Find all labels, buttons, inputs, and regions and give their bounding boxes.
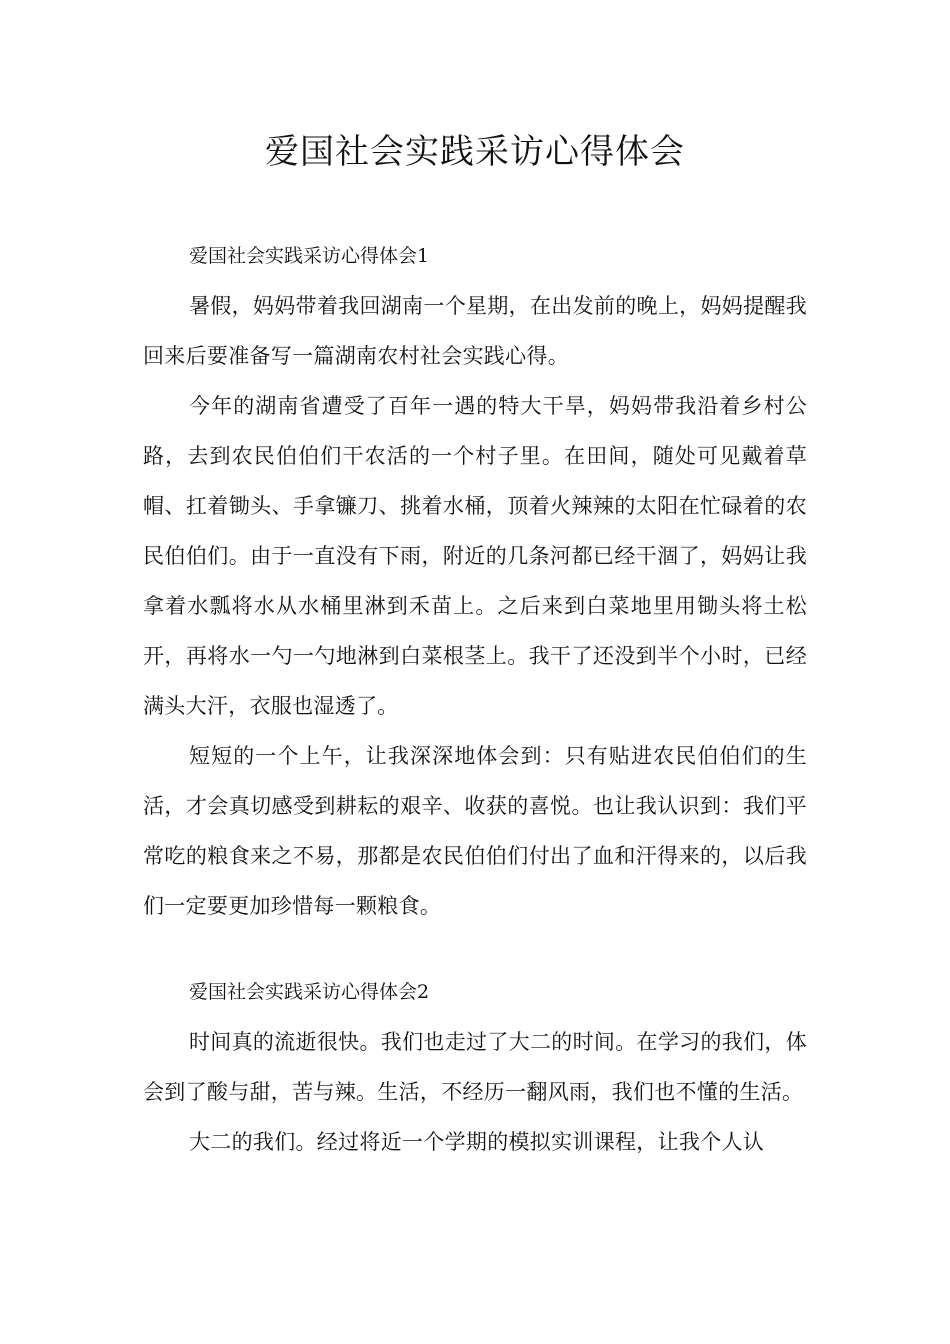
paragraph: 大二的我们。经过将近一个学期的模拟实训课程，让我个人认 (189, 1130, 765, 1154)
section-heading: 爱国社会实践采访心得体会2 (189, 981, 430, 1003)
paragraph: 时间真的流逝很快。我们也走过了大二的时间。在学习的我们，体会到了酸与甜，苦与辣。生活，不经历一翻风雨，我们也不懂的生活。 (143, 1030, 807, 1104)
section-2 (143, 967, 807, 1167)
document-title: 爱国社会实践采访心得体会 (265, 132, 685, 172)
paragraph: 短短的一个上午，让我深深地体会到：只有贴进农民伯伯们的生活，才会真切感受到耕耘的艰辛、收获的喜悦。也让我认识到：我们平常吃的粮食来之不易，那都是农民伯伯们付出了血和汗得来的，以后我们一定要更加珍惜每一颗粮食。 (143, 744, 807, 918)
paragraph: 今年的湖南省遭受了百年一遇的特大干旱，妈妈带我沿着乡村公路，去到农民伯伯们干农活的一个村子里。在田间，随处可见戴着草帽、扛着锄头、手拿镰刀、挑着水桶，顶着火辣辣的太阳在忙碌着的农民伯伯们。由于一直没有下雨，附近的几条河都已经干涸了，妈妈让我拿着水瓢将水从水桶里淋到禾苗上。之后来到白菜地里用锄头将土松开，再将水一勺一勺地淋到白菜根茎上。我干了还没到半个小时，已经满头大汗，衣服也湿透了。 (143, 394, 807, 718)
section-heading: 爱国社会实践采访心得体会1 (189, 245, 430, 267)
section-1 (143, 231, 807, 931)
paragraph: 暑假，妈妈带着我回湖南一个星期，在出发前的晚上，妈妈提醒我回来后要准备写一篇湖南农村社会实践心得。 (143, 294, 807, 368)
